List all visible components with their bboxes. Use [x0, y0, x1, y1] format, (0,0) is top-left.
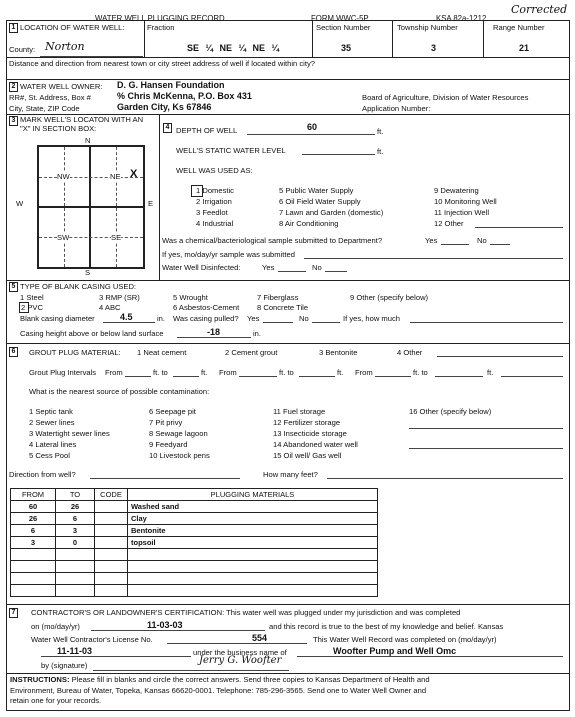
how-much-label: If yes, how much: [343, 314, 400, 323]
casing-abc[interactable]: 4 ABC: [99, 303, 121, 312]
row-code[interactable]: [95, 501, 128, 513]
row-from[interactable]: 3: [11, 537, 56, 549]
board-label: Board of Agriculture, Division of Water Resources: [362, 93, 529, 102]
section-6-number: 6: [9, 347, 18, 357]
grout-cement-grout[interactable]: 2 Cement grout: [225, 348, 278, 357]
row-to[interactable]: 6: [56, 513, 95, 525]
sw-label: SW: [57, 233, 70, 242]
table-row: [11, 513, 378, 525]
plugging-materials-table: [10, 488, 378, 597]
row-to[interactable]: [56, 561, 95, 573]
static-ft: ft.: [377, 147, 384, 156]
row-to[interactable]: 26: [56, 501, 95, 513]
section-3-number: 3: [9, 116, 18, 126]
certification-rest: and this record is true to the best of my knowledge and belief. Kansas: [269, 622, 504, 631]
contam-10[interactable]: 10 Livestock pens: [149, 451, 210, 460]
table-row: [11, 585, 378, 597]
south-label: S: [85, 268, 91, 277]
contam-4[interactable]: 4 Lateral lines: [29, 440, 77, 449]
form-title: WATER WELL PLUGGING RECORD: [95, 14, 225, 23]
use-lawn-garden[interactable]: 7 Lawn and Garden (domestic): [279, 208, 384, 217]
section-2-number: 2: [9, 82, 18, 92]
city-label: City, State, ZIP Code: [9, 104, 80, 113]
row-from[interactable]: 60: [11, 501, 56, 513]
use-feedlot[interactable]: 3 Feedlot: [196, 208, 228, 217]
owner-value[interactable]: D. G. Hansen Foundation: [117, 80, 225, 90]
row-code[interactable]: [95, 537, 128, 549]
casing-concrete[interactable]: 8 Concrete Tile: [257, 303, 309, 312]
section-number-value[interactable]: 35: [341, 43, 352, 53]
depth-ft: ft.: [377, 127, 384, 136]
row-material[interactable]: Bentonite: [128, 525, 378, 537]
disinfected-label: Water Well Disinfected:: [162, 263, 241, 272]
county-label: County:: [9, 45, 36, 54]
plugged-date[interactable]: 11-03-03: [147, 620, 183, 630]
signature-label: by (signature): [41, 661, 88, 670]
corrected-note: Corrected: [511, 3, 568, 16]
use-air-conditioning[interactable]: 8 Air Conditioning: [279, 219, 339, 228]
contam-7[interactable]: 7 Pit privy: [149, 418, 183, 427]
license-label: Water Well Contractor's License No.: [31, 635, 153, 644]
row-from[interactable]: 26: [11, 513, 56, 525]
contam-15[interactable]: 15 Oil well/ Gas well: [273, 451, 342, 460]
disinfected-no[interactable]: No: [312, 263, 322, 272]
interval-ft-4: ft.: [337, 368, 344, 377]
business-name-value[interactable]: Woofter Pump and Well Omc: [333, 646, 457, 656]
license-value[interactable]: 554: [252, 633, 268, 643]
row-code[interactable]: [95, 585, 128, 597]
city-value[interactable]: Garden City, Ks 67846: [117, 102, 212, 112]
east-label: E: [148, 199, 154, 208]
west-label: W: [16, 199, 24, 208]
ksa-reference: KSA 82a-1212: [436, 14, 487, 23]
interval-ft-5: ft. to: [413, 368, 428, 377]
table-row: [11, 573, 378, 585]
diameter-label: Blank casing diameter: [20, 314, 95, 323]
use-oil-field[interactable]: 6 Oil Field Water Supply: [279, 197, 361, 206]
row-code[interactable]: [95, 513, 128, 525]
use-monitoring[interactable]: 10 Monitoring Well: [434, 197, 497, 206]
instructions-text-3: retain one for your records.: [10, 696, 102, 705]
casing-rmp[interactable]: 3 RMP (SR): [99, 293, 140, 302]
row-material[interactable]: Washed sand: [128, 501, 378, 513]
feet-label: How many feet?: [263, 470, 318, 479]
use-irrigation[interactable]: 2 Irrigation: [196, 197, 232, 206]
chem-yes[interactable]: Yes: [425, 236, 438, 245]
ne-label: NE: [110, 172, 121, 181]
casing-pulled-label: Was casing pulled?: [173, 314, 239, 323]
row-code[interactable]: [95, 573, 128, 585]
signature: Jerry G. Woofter: [199, 655, 282, 666]
use-other[interactable]: 12 Other: [434, 219, 464, 228]
mark-location-label-2: "X" IN SECTION BOX:: [20, 124, 97, 133]
address-label: RR#, St. Address, Box #: [9, 93, 91, 102]
record-completed-date[interactable]: 11-11-03: [57, 646, 93, 656]
grout-material-label: GROUT PLUG MATERIAL:: [29, 348, 121, 357]
interval-from-2: From: [219, 368, 237, 377]
casing-fiberglass[interactable]: 7 Fiberglass: [257, 293, 299, 302]
interval-from-3: From: [355, 368, 373, 377]
grout-intervals-label: Grout Plug Intervals: [29, 368, 97, 377]
table-row: [11, 561, 378, 573]
interval-from-1: From: [105, 368, 123, 377]
instructions-text-2: Environment, Bureau of Water, Topeka, Kansas 66620-0001. Telephone: 785-296-3565. Send one to Water Well Owner and: [10, 685, 427, 695]
instructions-text-1: Please fill in blanks and circle the correct answers. Send three copies to Kansas Department of Health and: [71, 675, 430, 684]
row-from[interactable]: 6: [11, 525, 56, 537]
interval-ft-1: ft. to: [153, 368, 168, 377]
casing-height-label: Casing height above or below land surface: [20, 329, 164, 338]
use-dewatering[interactable]: 9 Dewatering: [434, 186, 479, 195]
col-code: CODE: [95, 489, 128, 501]
row-code[interactable]: [95, 525, 128, 537]
business-name-label: under the business name of: [193, 648, 287, 657]
row-code[interactable]: [95, 561, 128, 573]
completed-on-label: on (mo/day/yr): [31, 622, 80, 631]
pulled-no[interactable]: No: [299, 314, 309, 323]
table-row: [11, 549, 378, 561]
use-public-water[interactable]: 5 Public Water Supply: [279, 186, 354, 195]
se-label: SE: [111, 233, 122, 242]
contam-1[interactable]: 1 Septic tank: [29, 407, 73, 416]
distance-label: Distance and direction from nearest town or city street address of well if located within city?: [9, 59, 315, 68]
fraction-label: Fraction: [147, 23, 175, 32]
casing-wrought[interactable]: 5 Wrought: [173, 293, 208, 302]
table-row: [11, 525, 378, 537]
row-from[interactable]: [11, 549, 56, 561]
table-row: [11, 537, 378, 549]
diameter-value[interactable]: 4.5: [120, 312, 133, 322]
section-7-number: 7: [9, 608, 18, 618]
pulled-yes[interactable]: Yes: [247, 314, 260, 323]
north-label: N: [85, 136, 91, 145]
range-value[interactable]: 21: [519, 43, 530, 53]
township-label: Township Number: [397, 23, 458, 32]
certification-text: CONTRACTOR'S OR LANDOWNER'S CERTIFICATION: This water well was plugged under my jurisdiction and was completed: [31, 608, 461, 617]
grout-neat-cement[interactable]: 1 Neat cement: [137, 348, 187, 357]
contam-13[interactable]: 13 Insecticide storage: [273, 429, 347, 438]
well-location-mark: X: [130, 168, 138, 180]
interval-ft-6: ft.: [487, 368, 494, 377]
contam-3[interactable]: 3 Watertight sewer lines: [29, 429, 110, 438]
sample-date-label: If yes, mo/day/yr sample was submitted: [162, 250, 295, 259]
county-value[interactable]: Norton: [45, 40, 85, 53]
col-to: TO: [56, 489, 95, 501]
section-number-label: Section Number: [316, 23, 371, 32]
location-label: LOCATION OF WATER WELL:: [20, 23, 125, 32]
row-to[interactable]: [56, 549, 95, 561]
use-industrial[interactable]: 4 Industrial: [196, 219, 234, 228]
instructions-label: INSTRUCTIONS:: [10, 675, 70, 684]
contam-2[interactable]: 2 Sewer lines: [29, 418, 75, 427]
township-value[interactable]: 3: [431, 43, 437, 53]
record-completed-label: This Water Well Record was completed on (mo/day/yr): [313, 635, 497, 644]
row-material[interactable]: [128, 573, 378, 585]
contam-14[interactable]: 14 Abandoned water well: [273, 440, 358, 449]
well-used-label: WELL WAS USED AS:: [176, 166, 253, 175]
casing-steel[interactable]: 1 Steel: [20, 293, 44, 302]
row-from[interactable]: [11, 585, 56, 597]
col-from: FROM: [11, 489, 56, 501]
col-materials: PLUGGING MATERIALS: [128, 489, 378, 501]
contam-16[interactable]: 16 Other (specify below): [409, 407, 492, 416]
depth-label: DEPTH OF WELL: [176, 126, 238, 135]
section-5-number: 5: [9, 282, 18, 292]
height-in: in.: [253, 329, 262, 338]
contam-6[interactable]: 6 Seepage pit: [149, 407, 196, 416]
use-injection[interactable]: 11 Injection Well: [434, 208, 490, 217]
nw-label: NW: [57, 172, 70, 181]
owner-label: WATER WELL OWNER:: [20, 82, 103, 91]
row-material[interactable]: Clay: [128, 513, 378, 525]
row-to[interactable]: [56, 585, 95, 597]
row-material[interactable]: [128, 561, 378, 573]
contam-12[interactable]: 12 Fertilizer storage: [273, 418, 341, 427]
interval-ft-3: ft. to: [279, 368, 294, 377]
row-to[interactable]: 0: [56, 537, 95, 549]
range-label: Range Number: [493, 23, 545, 32]
row-to[interactable]: 3: [56, 525, 95, 537]
row-from[interactable]: [11, 573, 56, 585]
contam-9[interactable]: 9 Feedyard: [149, 440, 188, 449]
casing-asbestos[interactable]: 6 Asbestos-Cement: [173, 303, 240, 312]
grout-other[interactable]: 4 Other: [397, 348, 423, 357]
form-number: FORM WWC-5P: [311, 14, 369, 23]
chem-sample-label: Was a chemical/bacteriological sample submitted to Department?: [162, 236, 383, 245]
row-material[interactable]: [128, 585, 378, 597]
depth-value[interactable]: 60: [307, 122, 318, 132]
address-value[interactable]: % Chris McKenna, P.O. Box 431: [117, 91, 252, 101]
contam-11[interactable]: 11 Fuel storage: [273, 407, 326, 416]
row-material[interactable]: [128, 549, 378, 561]
direction-label: Direction from well?: [9, 470, 76, 479]
diameter-in: in.: [157, 314, 166, 323]
instructions: [10, 675, 430, 707]
section-1-number: 1: [9, 23, 18, 33]
row-from[interactable]: [11, 561, 56, 573]
contam-8[interactable]: 8 Sewage lagoon: [149, 429, 208, 438]
row-material[interactable]: topsoil: [128, 537, 378, 549]
interval-ft-2: ft.: [201, 368, 208, 377]
casing-pvc[interactable]: 2 PVC: [21, 303, 43, 312]
row-code[interactable]: [95, 549, 128, 561]
disinfected-yes[interactable]: Yes: [262, 263, 275, 272]
table-row: [11, 501, 378, 513]
chem-no[interactable]: No: [477, 236, 487, 245]
fraction-value[interactable]: SE ¼ NE ¼ NE ¼: [187, 43, 280, 53]
section-4-number: 4: [163, 123, 172, 133]
application-label: Application Number:: [362, 104, 431, 113]
casing-type-label: TYPE OF BLANK CASING USED:: [20, 282, 137, 291]
mark-location-label-1: MARK WELL'S LOCATON WITH AN: [20, 115, 144, 124]
contam-5[interactable]: 5 Cess Pool: [29, 451, 70, 460]
section-grid[interactable]: [37, 145, 145, 269]
row-to[interactable]: [56, 573, 95, 585]
grout-bentonite[interactable]: 3 Bentonite: [319, 348, 358, 357]
casing-height-value[interactable]: -18: [207, 327, 221, 337]
plugging-record-form: [6, 20, 570, 711]
static-level-label: WELL'S STATIC WATER LEVEL: [176, 146, 286, 155]
use-domestic[interactable]: 1 Domestic: [196, 186, 234, 195]
casing-other[interactable]: 9 Other (specify below): [350, 293, 429, 302]
contamination-label: What is the nearest source of possible contamination:: [29, 387, 210, 396]
